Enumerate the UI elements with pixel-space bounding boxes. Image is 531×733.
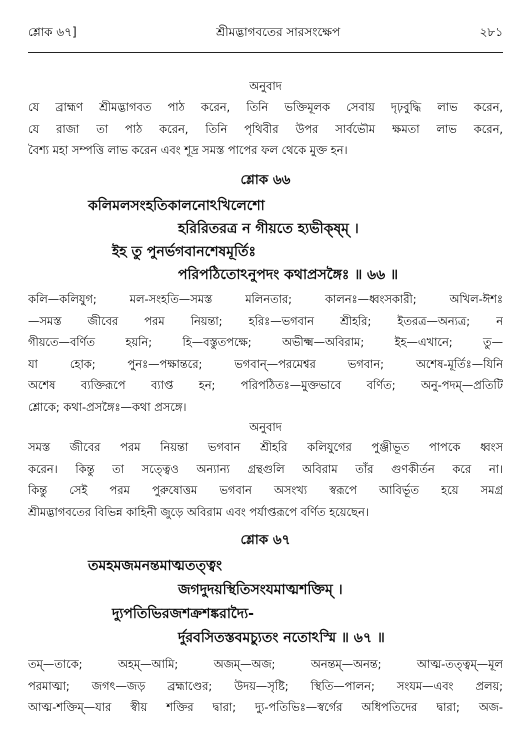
- verse-line: ইহ তু পুনর্ভগবানশেষমূর্তিঃ: [112, 244, 256, 260]
- verse-heading: শ্লোক ৬৭: [240, 532, 291, 548]
- translation-heading: অনুবাদ: [249, 79, 282, 93]
- translation-heading: অনুবাদ: [249, 420, 282, 434]
- text-line: কিন্তু সেই পরম পুরুষোত্তম ভগবান অসংখ্য স্বরূপে আবির্ভূত হয়ে সমগ্র: [28, 483, 503, 497]
- verse-line: দ্যুপতিভিরজশক্রশঙ্করাদ্যৈ-: [112, 606, 254, 622]
- text-line: শ্লোকে; কথা-প্রসঙ্গৈঃ—কথা প্রসঙ্গে।: [28, 399, 187, 414]
- verse-line: হরিরিতরত্র ন গীয়তে হ্যভীক্ষ্ম্ ।: [178, 221, 359, 237]
- text-line: তম্—তাকে; অহম্—আমি; অজম্—অজ; অনন্তম্—অনন্ত; আত্ম-তত্ত্বম্—মূল: [28, 657, 503, 671]
- text-line: যে ব্রাহ্মণ শ্রীমদ্ভাগবত পাঠ করেন, তিনি ভক্তিমূলক সেবায় দৃঢ়বুদ্ধি লাভ করেন,: [28, 100, 503, 114]
- synonyms-paragraph: [28, 289, 503, 418]
- text-line: আত্ম-শক্তিম্—যার স্বীয় শক্তির দ্বারা; দ্যু-পতিভিঃ—স্বর্গের অধিপতিদের দ্বারা; অজ-: [28, 700, 503, 714]
- header-verse-ref: শ্লোক ৬৭]: [28, 25, 77, 39]
- text-line: করেন। কিন্তু তা সত্ত্বেও অন্যান্য গ্রন্থগুলি অবিরাম তাঁর গুণকীর্তন করে না।: [28, 461, 503, 476]
- translation-paragraph: [28, 97, 503, 162]
- verse-line: র্দুরবসিতস্তবমচ্যুতং নতোঽস্মি ॥ ৬৭ ॥: [178, 630, 385, 646]
- text-line: বৈশ্য মহা সম্পত্তি লাভ করেন এবং শূদ্র সমস্ত পাপের ফল থেকে মুক্ত হন।: [28, 143, 348, 157]
- page-number: ২৮১: [479, 25, 503, 39]
- header-rule: [28, 52, 503, 53]
- text-line: পরমাত্মা; জগৎ—জড় ব্রহ্মাণ্ডের; উদয়—সৃষ্টি; স্থিতি—পালন; সংযম—এবং প্রলয়;: [28, 678, 503, 693]
- running-header: [28, 24, 503, 44]
- verse-line: পরিপঠিতোঽনুপদং কথাপ্রসঙ্গৈঃ ॥ ৬৬ ॥: [178, 267, 399, 283]
- text-line: সমস্ত জীবের পরম নিয়ন্তা ভগবান শ্রীহরি কলিযুগের পুঞ্জীভূত পাপকে ধ্বংস: [28, 440, 503, 454]
- verse-line: কলিমলসংহতিকালনোঽখিলেশো: [88, 198, 265, 214]
- synonyms-paragraph: [28, 654, 503, 719]
- text-line: কলি—কলিযুগ; মল-সংহতি—সমস্ত মলিনতার; কালনঃ—ধ্বংসকারী; অখিল-ঈশঃ: [28, 292, 503, 306]
- verse-line: জগদুদয়স্থিতিসংযমাত্মশক্তিম্ ।: [178, 582, 343, 598]
- verse-line: তমহমজমনন্তমাত্মতত্ত্বং: [88, 558, 223, 574]
- header-book-title: শ্রীমদ্ভাগবতের সারসংক্ষেপ: [216, 25, 341, 39]
- text-line: অশেষ ব্যক্তিরূপে ব্যাপ্ত হন; পরিপঠিতঃ—মুক্তভাবে বর্ণিত; অনু-পদম্—প্রতিটি: [28, 378, 503, 392]
- text-line: যা হোক; পুনঃ—পক্ষান্তরে; ভগবান্—পরমেশ্বর ভগবান; অশেষ-মূর্তিঃ—যিনি: [28, 356, 503, 371]
- verse-heading: শ্লোক ৬৬: [240, 172, 291, 188]
- text-line: গীয়তে—বর্ণিত হয়নি; হি—বস্তুতপক্ষে; অভীক্ষ্ম—অবিরাম; ইহ—এখানে; তু—: [28, 335, 503, 349]
- text-line: যে রাজা তা পাঠ করেন, তিনি পৃথিবীর উপর সার্বভৌম ক্ষমতা লাভ করেন,: [28, 121, 503, 136]
- text-line: —সমস্ত জীবের পরম নিয়ন্তা; হরিঃ—ভগবান শ্রীহরি; ইতরত্র—অন্যত্র; ন: [28, 313, 503, 328]
- text-line: শ্রীমদ্ভাগবতের বিভিন্ন কাহিনী জুড়ে অবিরাম এবং পর্যাপ্তরূপে বর্ণিত হয়েছেন।: [28, 504, 369, 519]
- translation-paragraph: [28, 437, 503, 523]
